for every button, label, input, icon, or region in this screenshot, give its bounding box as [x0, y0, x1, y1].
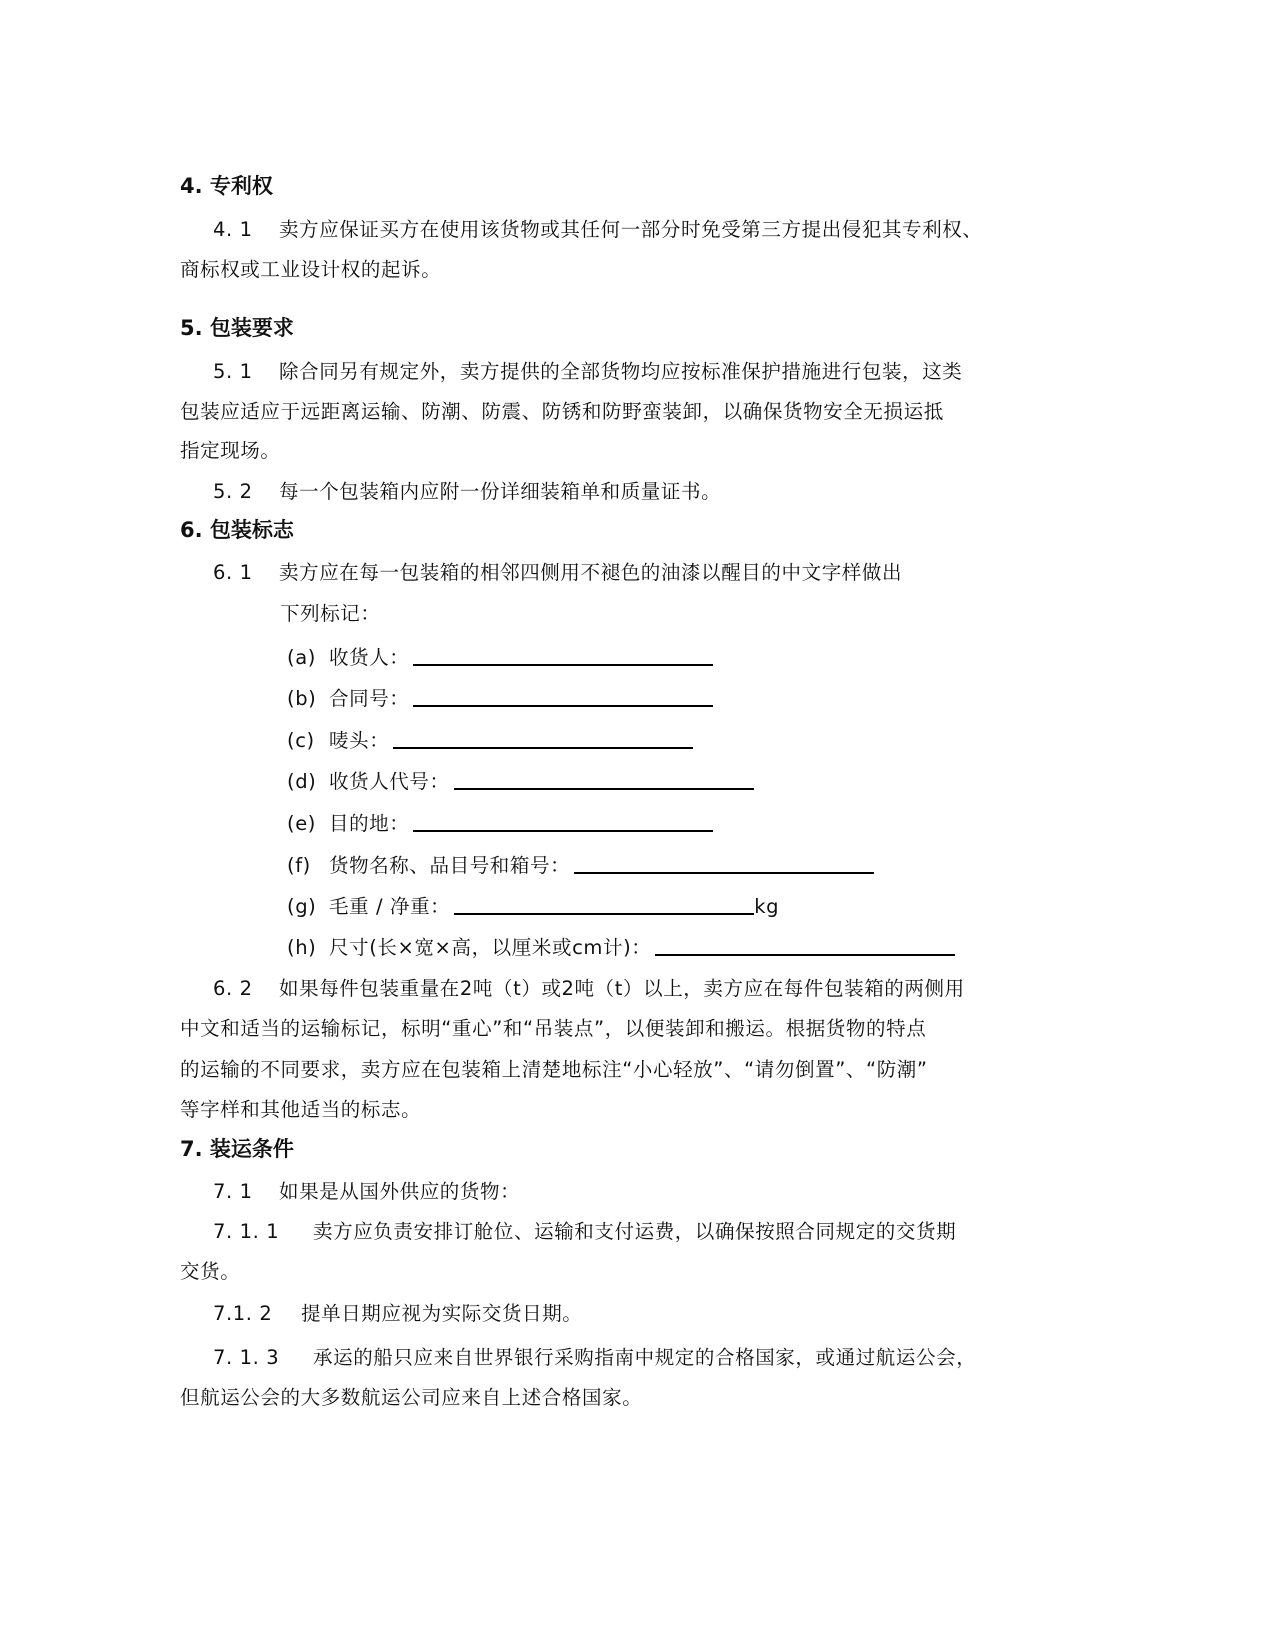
fill-in-line — [454, 766, 754, 790]
clause-text: 如果每件包装重量在2吨（t）或2吨（t）以上，卖方应在每件包装箱的两侧用 — [279, 977, 965, 1000]
mark-item-c — [287, 725, 693, 755]
item-text: 货物名称、品目号和箱号： — [329, 854, 571, 877]
fill-in-line — [393, 725, 693, 749]
clause-number: 4. 1 — [213, 218, 253, 241]
section-7-heading: 7. 装运条件 — [180, 1137, 294, 1161]
clause-number: 7. 1. 1 — [213, 1220, 280, 1243]
mark-item-e — [287, 808, 713, 838]
clause-7-1-2 — [213, 1300, 582, 1328]
section-6-heading: 6. 包装标志 — [180, 518, 294, 542]
clause-6-2-line-4: 等字样和其他适当的标志。 — [180, 1098, 422, 1121]
item-text: 尺寸(长×宽×高，以厘米或cm计)： — [329, 936, 652, 959]
clause-7-1 — [213, 1178, 520, 1206]
clause-number: 5. 1 — [213, 360, 253, 383]
fill-in-line — [454, 891, 754, 915]
clause-text: 卖方应在每一包装箱的相邻四侧用不褪色的油漆以醒目的中文字样做出 — [279, 561, 903, 584]
item-text: 收货人代号： — [329, 770, 450, 793]
item-label: (c) — [287, 729, 315, 752]
item-text: 收货人： — [329, 646, 410, 669]
clause-5-1-line-1 — [213, 358, 962, 386]
item-label: (d) — [287, 770, 317, 793]
item-label: (h) — [287, 936, 317, 959]
clause-7-1-1-line-2: 交货。 — [180, 1260, 241, 1283]
clause-6-1-line-2: 下列标记： — [280, 602, 381, 625]
clause-6-1-line-1 — [213, 559, 902, 587]
mark-item-a — [287, 642, 713, 672]
item-label: (e) — [287, 812, 317, 835]
fill-in-line — [413, 683, 713, 707]
section-5-heading: 5. 包装要求 — [180, 316, 294, 340]
clause-number: 5. 2 — [213, 480, 253, 503]
clause-number: 7. 1 — [213, 1180, 253, 1203]
clause-7-1-1-line-1 — [213, 1218, 956, 1246]
fill-in-line — [413, 642, 713, 666]
clause-number: 7. 1. 3 — [213, 1346, 280, 1369]
item-label: (b) — [287, 687, 317, 710]
fill-in-line — [413, 808, 713, 832]
mark-item-h — [287, 932, 955, 962]
clause-text: 如果是从国外供应的货物： — [279, 1180, 521, 1203]
clause-text: 承运的船只应来自世界银行采购指南中规定的合格国家，或通过航运公会， — [313, 1346, 977, 1369]
clause-6-2-line-1 — [213, 975, 965, 1003]
clause-6-2-line-2: 中文和适当的运输标记，标明“重心”和“吊装点”，以便装卸和搬运。根据货物的特点 — [180, 1017, 927, 1040]
item-label: (a) — [287, 646, 316, 669]
clause-number: 6. 2 — [213, 977, 253, 1000]
clause-text: 卖方应负责安排订舱位、运输和支付运费，以确保按照合同规定的交货期 — [313, 1220, 957, 1243]
item-text: 毛重 / 净重： — [329, 895, 451, 918]
clause-text: 提单日期应视为实际交货日期。 — [301, 1302, 583, 1325]
clause-text: 除合同另有规定外，卖方提供的全部货物均应按标准保护措施进行包装，这类 — [279, 360, 963, 383]
item-label: (f) — [287, 854, 311, 877]
item-label: (g) — [287, 895, 317, 918]
clause-4-1-line-2: 商标权或工业设计权的起诉。 — [180, 258, 442, 281]
clause-5-1-line-3: 指定现场。 — [180, 439, 281, 462]
item-text: 目的地： — [329, 812, 410, 835]
mark-item-b — [287, 683, 713, 713]
clause-text: 卖方应保证买方在使用该货物或其任何一部分时免受第三方提出侵犯其专利权、 — [279, 218, 983, 241]
clause-number: 7.1. 2 — [213, 1302, 273, 1325]
item-text: 唛头： — [329, 729, 390, 752]
clause-text: 每一个包装箱内应附一份详细装箱单和质量证书。 — [279, 480, 722, 503]
clause-5-2 — [213, 478, 721, 506]
mark-item-f — [287, 850, 874, 880]
clause-6-2-line-3: 的运输的不同要求，卖方应在包装箱上清楚地标注“小心轻放”、“请勿倒置”、“防潮” — [180, 1058, 928, 1081]
section-4-heading: 4. 专利权 — [180, 174, 273, 198]
item-text: 合同号： — [329, 687, 410, 710]
clause-4-1-line-1 — [213, 216, 983, 244]
clause-7-1-3-line-1 — [213, 1344, 976, 1372]
mark-item-d — [287, 766, 754, 796]
clause-7-1-3-line-2: 但航运公会的大多数航运公司应来自上述合格国家。 — [180, 1386, 643, 1409]
fill-in-line — [574, 850, 874, 874]
clause-5-1-line-2: 包装应适应于远距离运输、防潮、防震、防锈和防野蛮装卸，以确保货物安全无损运抵 — [180, 400, 944, 423]
fill-in-line — [655, 932, 955, 956]
clause-number: 6. 1 — [213, 561, 253, 584]
item-unit: kg — [754, 895, 780, 918]
mark-item-g — [287, 891, 779, 921]
